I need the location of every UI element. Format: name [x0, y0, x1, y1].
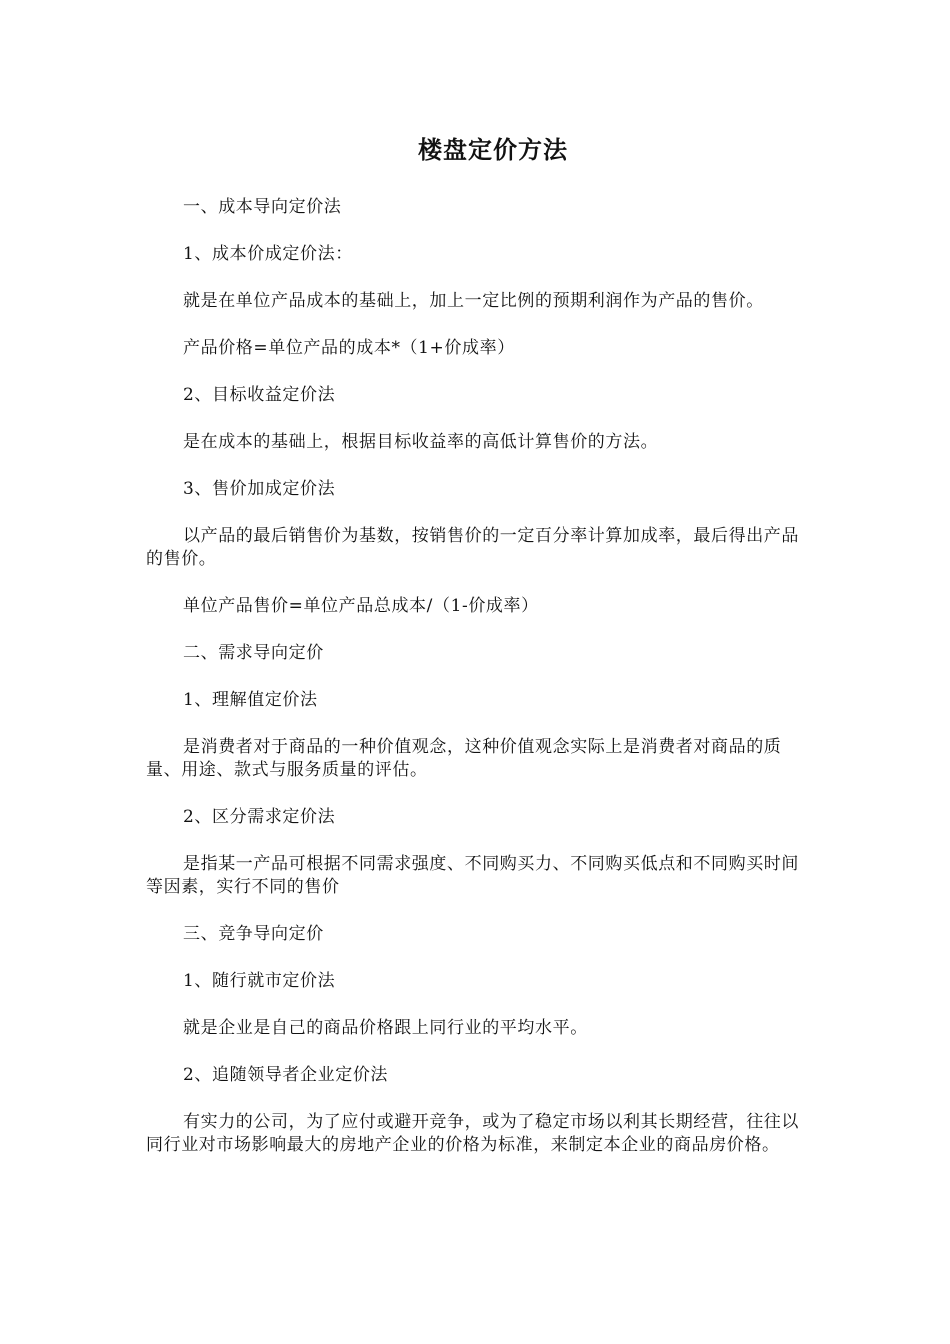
formula-line: 产品价格=单位产品的成本*（1+价成率） [183, 338, 515, 358]
subsection-heading: 2、目标收益定价法 [183, 385, 336, 405]
body-paragraph: 是在成本的基础上，根据目标收益率的高低计算售价的方法。 [183, 432, 659, 452]
body-paragraph: 以产品的最后销售价为基数，按销售价的一定百分率计算加成率，最后得出产品的售价。 [146, 526, 799, 569]
section-heading: 三、竞争导向定价 [183, 924, 324, 944]
body-paragraph: 是指某一产品可根据不同需求强度、不同购买力、不同购买低点和不同购买时间等因素，实行不同的售价 [146, 854, 799, 897]
subsection-heading: 1、理解值定价法 [183, 690, 318, 710]
body-paragraph: 是消费者对于商品的一种价值观念，这种价值观念实际上是消费者对商品的质量、用途、款式与服务质量的评估。 [146, 737, 782, 780]
subsection-heading: 2、追随领导者企业定价法 [183, 1065, 389, 1085]
subsection-heading: 2、区分需求定价法 [183, 807, 336, 827]
document-body [146, 196, 808, 1157]
section-heading: 二、需求导向定价 [183, 643, 324, 663]
formula-line: 单位产品售价=单位产品总成本/（1-价成率） [183, 596, 539, 616]
document-title: 楼盘定价方法 [418, 135, 568, 164]
body-paragraph: 就是企业是自己的商品价格跟上同行业的平均水平。 [183, 1018, 588, 1038]
subsection-heading: 1、随行就市定价法 [183, 971, 336, 991]
subsection-heading: 1、成本价成定价法： [183, 244, 353, 264]
body-paragraph: 有实力的公司，为了应付或避开竞争，或为了稳定市场以利其长期经营，往往以同行业对市场影响最大的房地产企业的价格为标准，来制定本企业的商品房价格。 [146, 1112, 799, 1155]
subsection-heading: 3、售价加成定价法 [183, 479, 336, 499]
body-paragraph: 就是在单位产品成本的基础上，加上一定比例的预期利润作为产品的售价。 [183, 291, 764, 311]
section-heading: 一、成本导向定价法 [183, 197, 342, 217]
